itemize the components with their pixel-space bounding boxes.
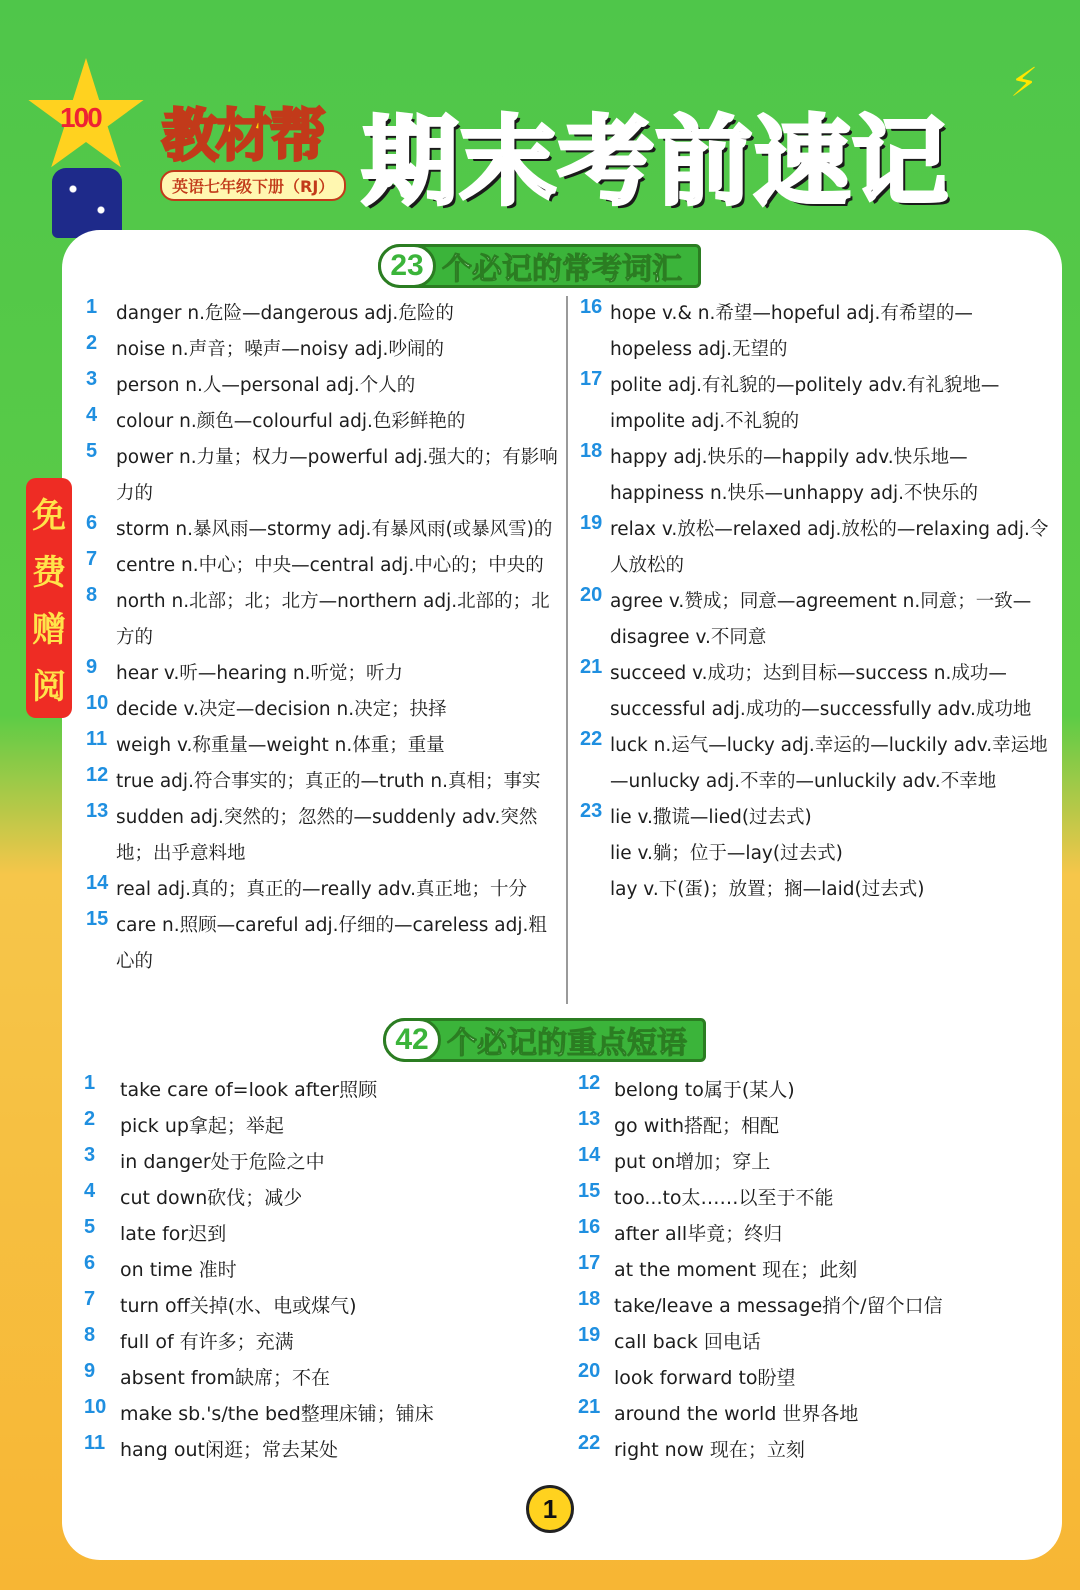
column-divider: [566, 296, 568, 1004]
phrase-count: 42: [383, 1018, 441, 1062]
list-item: [580, 512, 1052, 584]
item-text: colour n.颜色—colourful adj.色彩鲜艳的: [116, 411, 466, 432]
item-number: 2: [84, 1108, 96, 1130]
item-text: weigh v.称重量—weight n.体重；重量: [116, 735, 445, 756]
item-number: 16: [580, 296, 603, 318]
list-item: [84, 1252, 554, 1288]
mascot-body-icon: [52, 168, 122, 238]
item-number: 5: [86, 440, 98, 462]
list-item: [580, 584, 1052, 656]
list-item: [84, 1288, 554, 1324]
list-item: [86, 440, 558, 512]
item-number: 19: [578, 1324, 601, 1346]
item-text: lie v.躺；位于—lay(过去式): [610, 843, 843, 864]
item-number: 8: [86, 584, 98, 606]
spark-icon: ⚡: [1010, 60, 1039, 106]
item-number: 13: [578, 1108, 601, 1130]
book-subtitle: 英语七年级下册（RJ）: [160, 170, 346, 201]
list-item: [84, 1432, 554, 1468]
item-number: 21: [580, 656, 603, 678]
item-number: 11: [86, 728, 108, 750]
list-item: [580, 872, 1052, 908]
item-number: 6: [84, 1252, 96, 1274]
list-item: [84, 1108, 554, 1144]
list-item: [580, 836, 1052, 872]
item-text: storm n.暴风雨—stormy adj.有暴风雨(或暴风雪)的: [116, 519, 553, 540]
item-number: 12: [86, 764, 109, 786]
list-item: [86, 548, 558, 584]
list-item: [86, 872, 558, 908]
list-item: [580, 656, 1052, 728]
list-item: [578, 1216, 1048, 1252]
brand-name: 教材帮: [162, 104, 324, 169]
list-item: [86, 692, 558, 728]
item-number: 4: [86, 404, 98, 426]
item-text: around the world 世界各地: [614, 1403, 859, 1425]
item-text: take care of=look after照顾: [120, 1079, 378, 1101]
item-number: 15: [86, 908, 109, 930]
item-text: on time 准时: [120, 1259, 237, 1281]
list-item: [86, 584, 558, 656]
side-tag-char: 费: [32, 553, 66, 593]
list-item: [578, 1144, 1048, 1180]
item-text: take/leave a message捎个/留个口信: [614, 1295, 943, 1317]
vocab-list-left: [86, 296, 558, 980]
vocab-list-right: [580, 296, 1052, 908]
item-number: 10: [84, 1396, 107, 1418]
list-item: [578, 1324, 1048, 1360]
list-item: [578, 1360, 1048, 1396]
item-text: put on增加；穿上: [614, 1151, 771, 1173]
item-number: 17: [580, 368, 603, 390]
list-item: [84, 1144, 554, 1180]
phrase-section-label: 个必记的重点短语: [447, 1026, 687, 1061]
item-text: agree v.赞成；同意—agreement n.同意；一致—disagree v.不同意: [610, 591, 1032, 648]
item-number: 8: [84, 1324, 96, 1346]
item-number: 2: [86, 332, 98, 354]
item-text: lay v.下(蛋)；放置；搁—laid(过去式): [610, 879, 925, 900]
item-text: north n.北部；北；北方—northern adj.北部的；北方的: [116, 591, 550, 648]
side-tag-char: 赠: [32, 610, 66, 650]
item-number: 7: [86, 548, 98, 570]
item-number: 19: [580, 512, 603, 534]
item-text: polite adj.有礼貌的—politely adv.有礼貌地—impolite adj.不礼貌的: [610, 375, 1000, 432]
item-number: 6: [86, 512, 98, 534]
list-item: [578, 1432, 1048, 1468]
star-label: 100: [60, 102, 101, 133]
header: [0, 0, 1080, 250]
list-item: [578, 1108, 1048, 1144]
item-text: late for迟到: [120, 1223, 227, 1245]
phrase-list-right: [578, 1072, 1048, 1468]
item-text: person n.人—personal adj.个人的: [116, 375, 416, 396]
item-text: noise n.声音；噪声—noisy adj.吵闹的: [116, 339, 444, 360]
item-text: after all毕竟；终归: [614, 1223, 783, 1245]
list-item: [86, 728, 558, 764]
item-number: 9: [84, 1360, 96, 1382]
item-text: decide v.决定—decision n.决定；抉择: [116, 699, 447, 720]
item-number: 12: [578, 1072, 601, 1094]
free-gift-tag: [26, 478, 72, 718]
item-text: hang out闲逛；常去某处: [120, 1439, 338, 1461]
phrase-section-banner: [383, 1018, 706, 1062]
item-number: 10: [86, 692, 109, 714]
item-text: relax v.放松—relaxed adj.放松的—relaxing adj.令人放松的: [610, 519, 1049, 576]
list-item: [84, 1216, 554, 1252]
item-text: at the moment 现在；此刻: [614, 1259, 858, 1281]
item-number: 4: [84, 1180, 96, 1202]
item-number: 11: [84, 1432, 106, 1454]
item-number: 22: [580, 728, 603, 750]
item-number: 1: [86, 296, 98, 318]
list-item: [578, 1252, 1048, 1288]
item-text: absent from缺席；不在: [120, 1367, 331, 1389]
list-item: [84, 1360, 554, 1396]
item-text: happy adj.快乐的—happily adv.快乐地—happiness n.快乐—unhappy adj.不快乐的: [610, 447, 978, 504]
list-item: [86, 296, 558, 332]
item-number: 3: [86, 368, 98, 390]
item-text: turn off关掉(水、电或煤气): [120, 1295, 357, 1317]
list-item: [84, 1396, 554, 1432]
item-text: look forward to盼望: [614, 1367, 796, 1389]
item-text: danger n.危险—dangerous adj.危险的: [116, 303, 454, 324]
item-number: 22: [578, 1432, 601, 1454]
item-text: sudden adj.突然的；忽然的—suddenly adv.突然地；出乎意料地: [116, 807, 538, 864]
item-text: full of 有许多；充满: [120, 1331, 294, 1353]
item-number: 14: [578, 1144, 601, 1166]
item-text: belong to属于(某人): [614, 1079, 795, 1101]
item-text: hear v.听—hearing n.听觉；听力: [116, 663, 403, 684]
item-number: 13: [86, 800, 109, 822]
item-text: lie v.撒谎—lied(过去式): [610, 807, 812, 828]
item-number: 5: [84, 1216, 96, 1238]
list-item: [578, 1396, 1048, 1432]
item-number: 20: [580, 584, 603, 606]
item-number: 17: [578, 1252, 601, 1274]
item-text: cut down砍伐；减少: [120, 1187, 303, 1209]
item-number: 18: [580, 440, 603, 462]
item-number: 21: [578, 1396, 601, 1418]
item-text: succeed v.成功；达到目标—success n.成功—successful adj.成功的—successfully adv.成功地: [610, 663, 1032, 720]
item-number: [580, 836, 610, 872]
item-text: in danger处于危险之中: [120, 1151, 325, 1173]
list-item: [84, 1072, 554, 1108]
item-text: call back 回电话: [614, 1331, 761, 1353]
item-text: make sb.'s/the bed整理床铺；铺床: [120, 1403, 434, 1425]
side-tag-char: 阅: [32, 667, 66, 707]
item-number: 9: [86, 656, 98, 678]
item-number: 20: [578, 1360, 601, 1382]
page-title: 期末考前速记: [362, 106, 950, 218]
item-text: true adj.符合事实的；真正的—truth n.真相；事实: [116, 771, 541, 792]
list-item: [86, 332, 558, 368]
item-number: 7: [84, 1288, 96, 1310]
list-item: [580, 800, 1052, 836]
item-number: 3: [84, 1144, 96, 1166]
list-item: [578, 1288, 1048, 1324]
item-number: 23: [580, 800, 603, 822]
list-item: [578, 1180, 1048, 1216]
item-text: power n.力量；权力—powerful adj.强大的；有影响力的: [116, 447, 558, 504]
list-item: [86, 800, 558, 872]
list-item: [86, 512, 558, 548]
list-item: [580, 296, 1052, 368]
list-item: [580, 728, 1052, 800]
list-item: [578, 1072, 1048, 1108]
list-item: [86, 764, 558, 800]
list-item: [86, 908, 558, 980]
item-number: 14: [86, 872, 109, 894]
item-number: 18: [578, 1288, 601, 1310]
vocab-section-label: 个必记的常考词汇: [442, 252, 682, 287]
item-text: right now 现在；立刻: [614, 1439, 805, 1461]
item-text: centre n.中心；中央—central adj.中心的；中央的: [116, 555, 544, 576]
page-number: 1: [526, 1485, 574, 1533]
item-text: care n.照顾—careful adj.仔细的—careless adj.粗心的: [116, 915, 547, 972]
phrase-list-left: [84, 1072, 554, 1468]
list-item: [580, 440, 1052, 512]
list-item: [86, 656, 558, 692]
item-text: go with搭配；相配: [614, 1115, 780, 1137]
item-text: hope v.& n.希望—hopeful adj.有希望的—hopeless adj.无望的: [610, 303, 973, 360]
side-tag-char: 免: [32, 496, 66, 536]
item-number: [580, 872, 610, 908]
list-item: [86, 404, 558, 440]
item-number: 16: [578, 1216, 601, 1238]
item-number: 1: [84, 1072, 96, 1094]
item-text: real adj.真的；真正的—really adv.真正地；十分: [116, 879, 528, 900]
item-number: 15: [578, 1180, 601, 1202]
list-item: [84, 1180, 554, 1216]
item-text: luck n.运气—lucky adj.幸运的—luckily adv.幸运地—unlucky adj.不幸的—unluckily adv.不幸地: [610, 735, 1048, 792]
vocab-count: 23: [378, 244, 436, 288]
item-text: too...to太……以至于不能: [614, 1187, 834, 1209]
list-item: [86, 368, 558, 404]
list-item: [84, 1324, 554, 1360]
item-text: pick up拿起；举起: [120, 1115, 284, 1137]
vocab-section-banner: [378, 244, 701, 288]
list-item: [580, 368, 1052, 440]
